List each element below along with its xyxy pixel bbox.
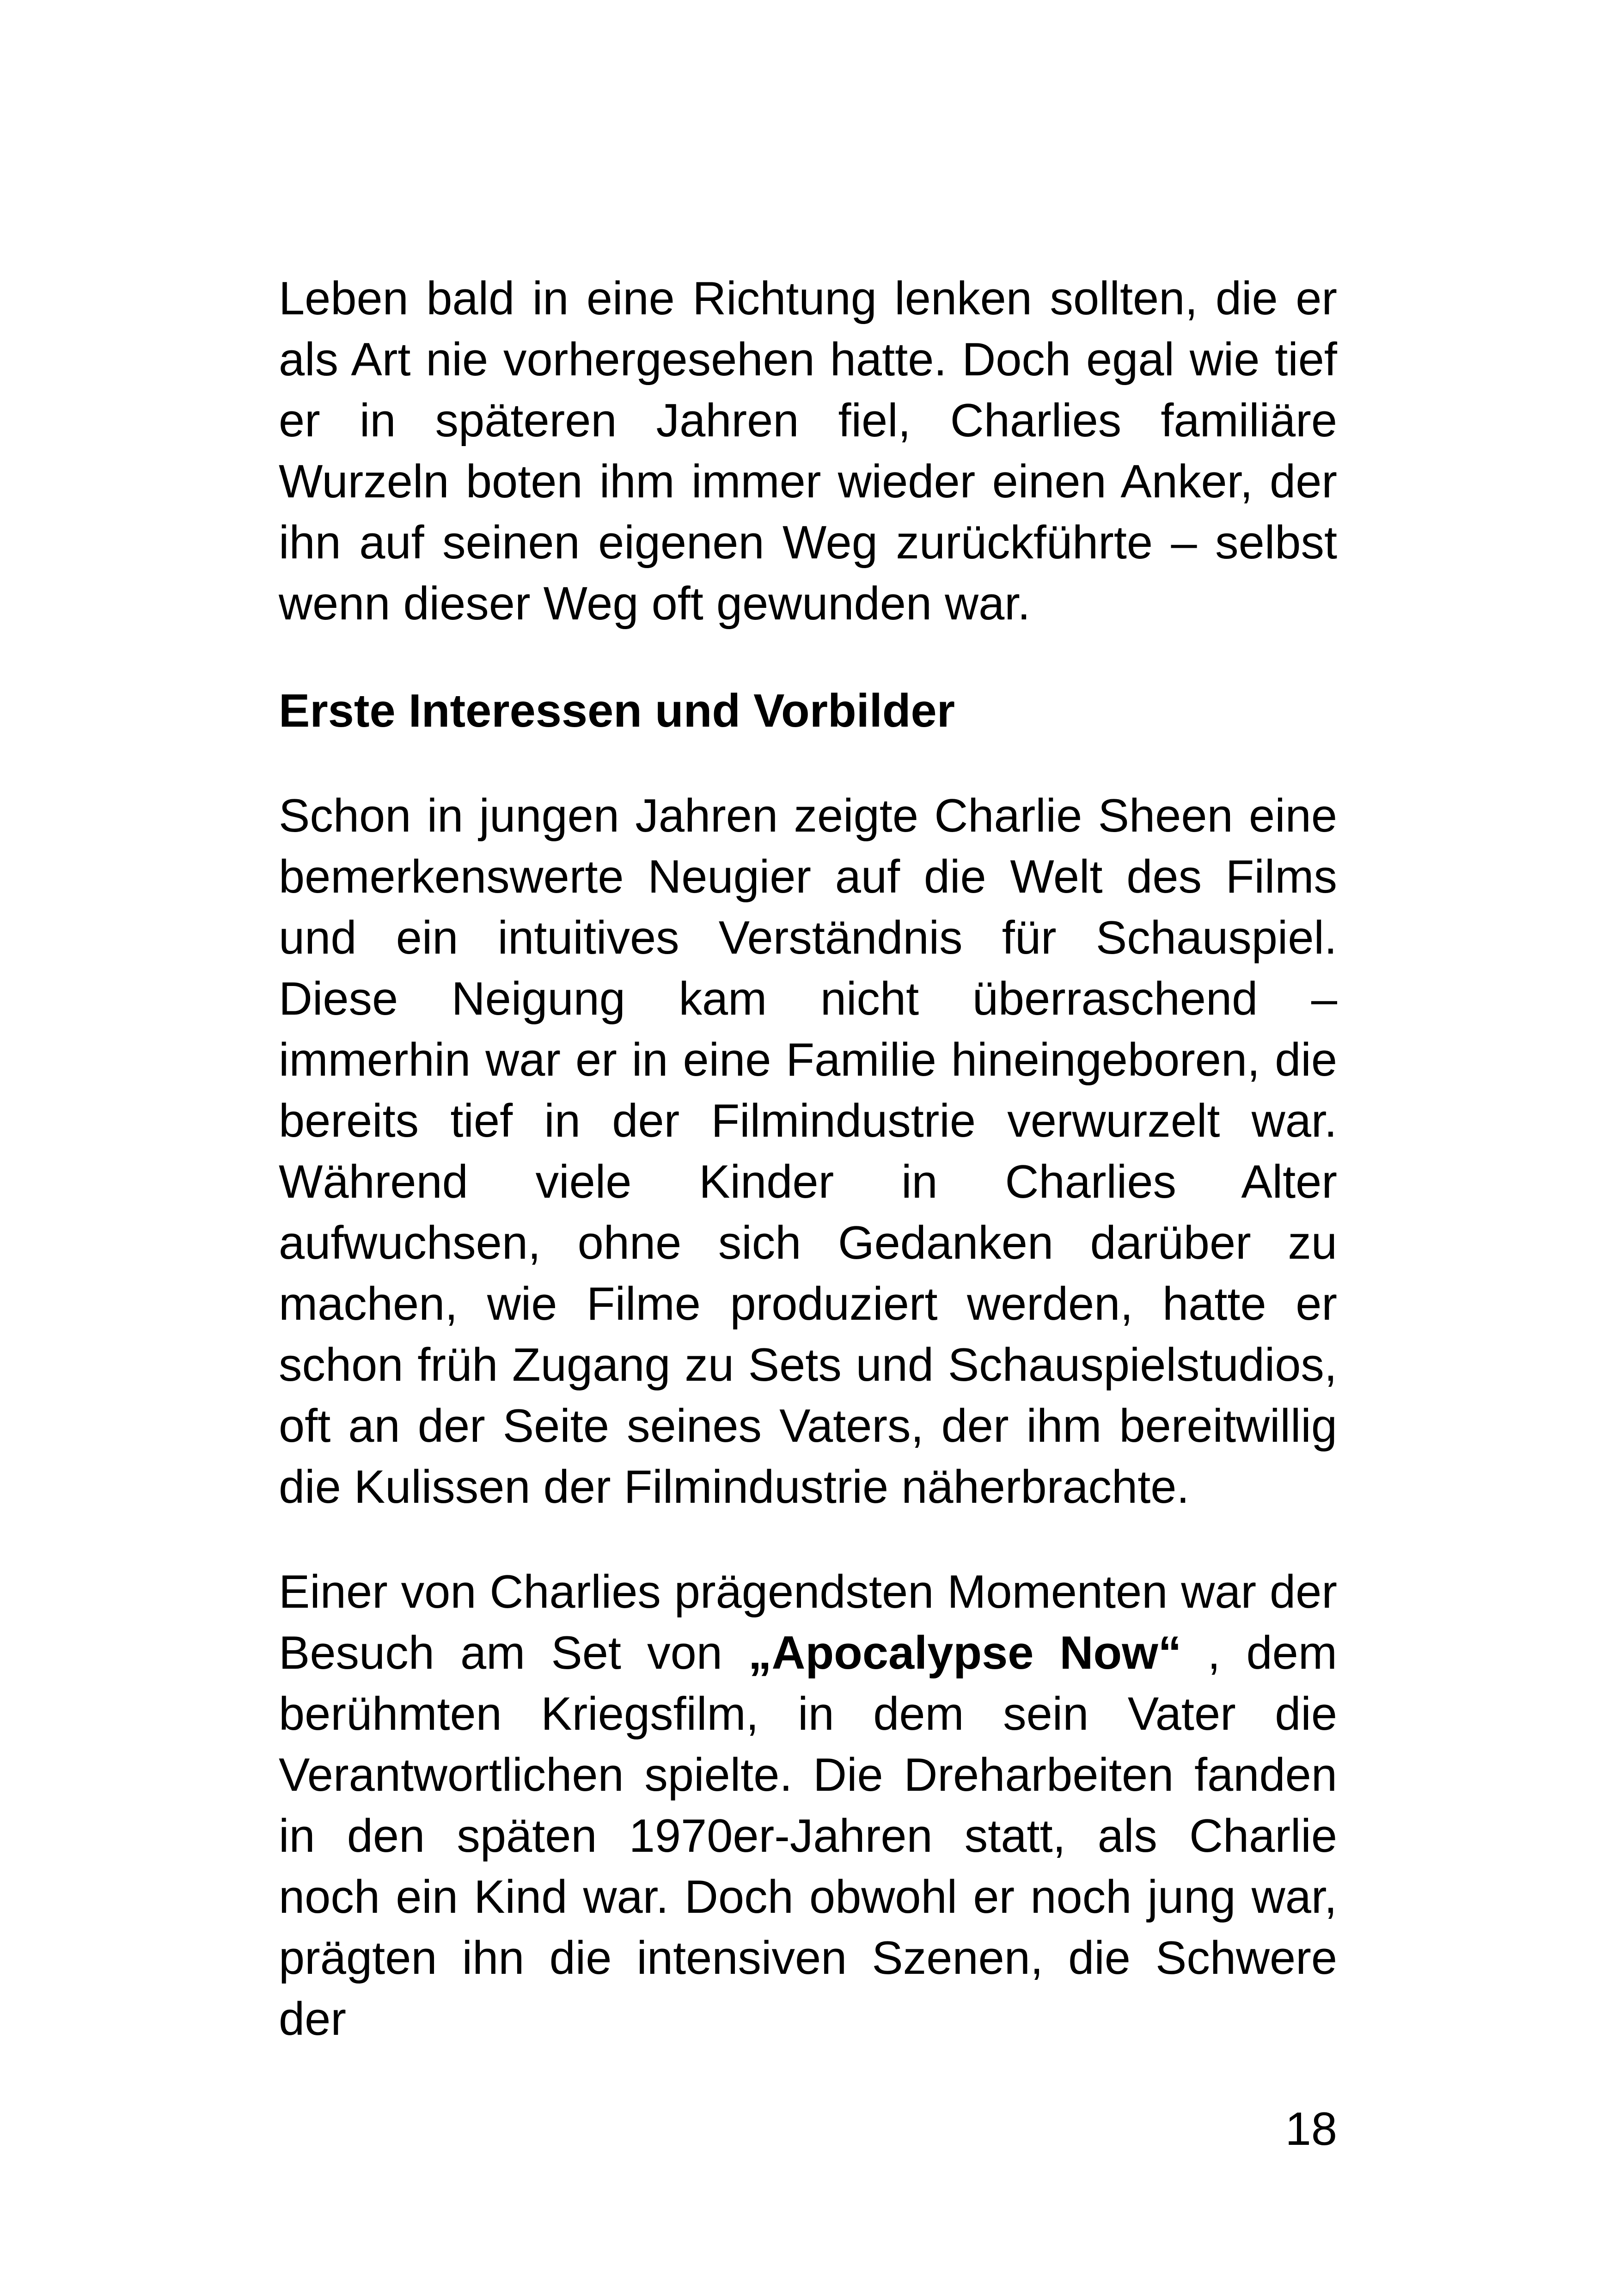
film-title: „Apocalypse Now“ (748, 1627, 1182, 1679)
page-body (279, 268, 1337, 2050)
paragraph-early-interests: Schon in jungen Jahren zeigte Charlie Sheen eine bemerkenswerte Neugier auf die Welt des Films und ein intuitives Verständnis für Schauspiel. Diese Neigung kam nicht überraschend – immerhin war er in eine Familie hineingeboren, die bereits tief in der Filmindustrie verwurzelt war. Während viele Kinder in Charlies Alter aufwuchsen, ohne sich Gedanken darüber zu machen, wie Filme produziert werden, hatte er schon früh Zugang zu Sets und Schauspielstudios, oft an der Seite seines Vaters, der ihm bereitwillig die Kulissen der Filmindustrie näherbrachte. (279, 790, 1337, 1513)
page-number: 18 (1285, 2103, 1337, 2155)
section-heading: Erste Interessen und Vorbilder (279, 685, 955, 737)
paragraph-text-after-title: , dem berühmten Kriegsfilm, in dem sein Vater die Verantwortlichen spielte. Die Dreharbeiten fanden in den späten 1970er-Jahren statt, als Charlie noch ein Kind war. Doch obwohl er noch jung war, prägten ihn die intensiven Szenen, die Schwere der (279, 1627, 1337, 2045)
paragraph-text-before-title: Einer von Charlies prägendsten Momenten war der Besuch am Set von (279, 1566, 1337, 1679)
paragraph-apocalypse-now (279, 1561, 1337, 2050)
intro-paragraph: Leben bald in eine Richtung lenken sollten, die er als Art nie vorhergesehen hatte. Doch egal wie tief er in späteren Jahren fiel, Charlies familiäre Wurzeln boten ihm immer wieder einen Anker, der ihn auf seinen eigenen Weg zurückführte – selbst wenn dieser Weg oft gewunden war. (279, 273, 1337, 630)
